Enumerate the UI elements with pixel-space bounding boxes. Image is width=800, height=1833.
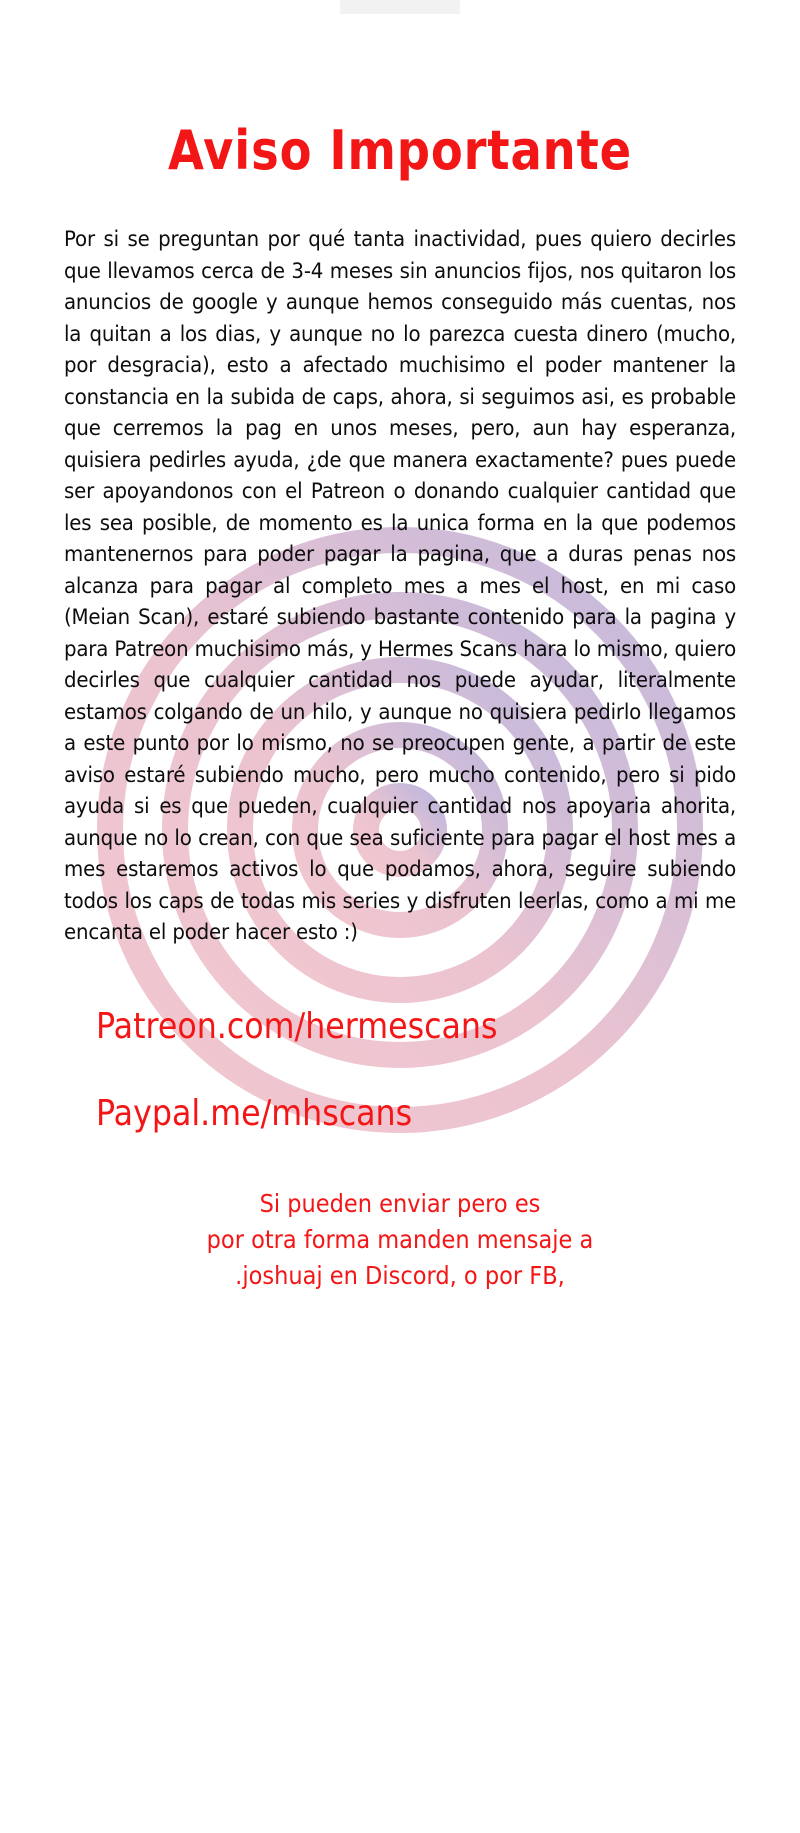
contact-note-line-1: Si pueden enviar pero es	[259, 1188, 541, 1218]
donation-links	[64, 1007, 736, 1134]
contact-note	[98, 1186, 703, 1294]
paypal-link[interactable]: Paypal.me/mhscans	[96, 1093, 413, 1135]
page-title: Aviso Importante	[168, 119, 632, 182]
contact-note-line-3: .joshuaj en Discord, o por FB,	[235, 1260, 565, 1290]
announcement-body-text: Por si se preguntan por qué tanta inactividad, pues quiero decirles que llevamos cerca de 3-4 meses sin anuncios fijos, nos quitaron los anuncios de google y aunque hemos conseguido más cuentas, nos la quitan a los dias, y aunque no lo parezca cuesta dinero (mucho, por desgracia), esto a afectado muchisimo el poder mantener la constancia en la subida de caps, ahora, si seguimos asi, es probable que cerremos la pag en unos meses, pero, aun hay esperanza, quisiera pedirles ayuda, ¿de que manera exactamente? pues puede ser apoyandonos con el Patreon o donando cualquier cantidad que les sea posible, de momento es la unica forma en la que podemos mantenernos para poder pagar la pagina, que a duras penas nos alcanza para pagar al completo mes a mes el host, en mi caso (Meian Scan), estaré subiendo bastante contenido para la pagina y para Patreon muchisimo más, y Hermes Scans hara lo mismo, quiero decirles que cualquier cantidad nos puede ayudar, literalmente estamos colgando de un hilo, y aunque no quisiera pedirlo llegamos a este punto por lo mismo, no se preocupen gente, a partir de este aviso estaré subiendo mucho, pero mucho contenido, pero si pido ayuda si es que pueden, cualquier cantidad nos apoyaria ahorita, aunque no lo crean, con que sea suficiente para pagar el host mes a mes estaremos activos lo que podamos, ahora, seguire subiendo todos los caps de todas mis series y disfruten leerlas, como a mi me encanta el poder hacer esto :)	[64, 227, 737, 945]
contact-note-line-2: por otra forma manden mensaje a	[206, 1224, 594, 1254]
patreon-link[interactable]: Patreon.com/hermescans	[96, 1005, 498, 1047]
